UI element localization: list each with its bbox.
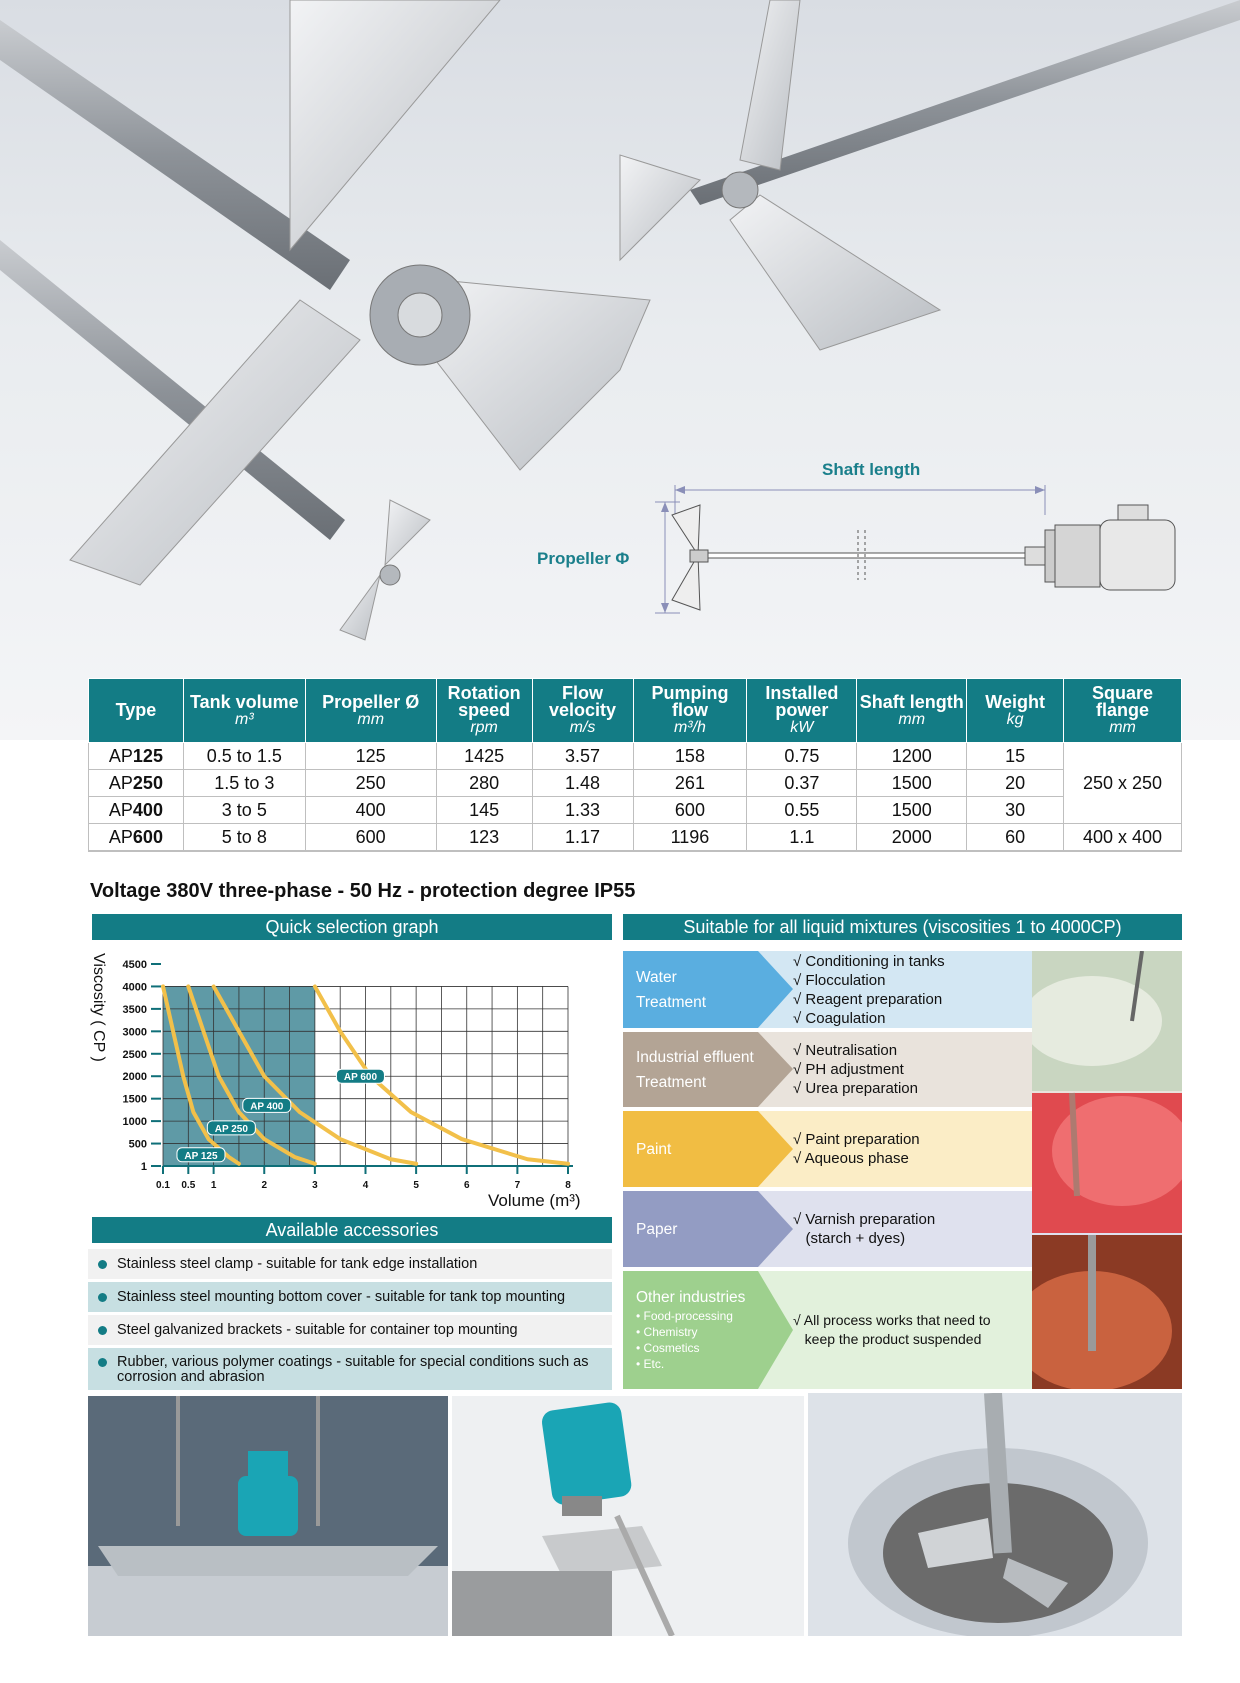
cell-weight: 30 [967,797,1064,824]
y-tick-label: 1000 [122,1116,147,1129]
mounting-bracket-photo [452,1396,804,1636]
table-row [89,770,1182,797]
y-tick-label: 3000 [122,1026,147,1039]
series-label: AP 600 [343,1072,378,1084]
cell-vel: 1.33 [532,797,633,824]
industry-paper: Paper √ Varnish preparation (starch + dyes) [623,1191,1182,1267]
bullet-icon [98,1293,107,1302]
header-type: Type [89,679,184,743]
cell-prop: 400 [305,797,436,824]
spec-table [88,678,1182,852]
y-tick-label: 4500 [122,959,147,971]
table-row [89,797,1182,824]
process-photos [1032,951,1182,1389]
y-tick-label: 2500 [122,1048,147,1061]
series-label: AP 250 [214,1123,248,1135]
table-row [89,743,1182,770]
x-axis-label: Volume (m³) [488,1191,581,1210]
cell-flange-small: 250 x 250 [1064,743,1182,824]
x-tick-label: 7 [514,1180,521,1191]
y-tick-label: 2000 [122,1071,147,1084]
propeller-photo [0,0,1240,740]
cell-prop: 125 [305,743,436,770]
industry-water: Water Treatment √ Conditioning in tanks √ Flocculation √ Reagent preparation √ Coagulation [623,951,1182,1028]
industry-effluent: Industrial effluent Treatment √ Neutralisation √ PH adjustment √ Urea preparation [623,1032,1182,1107]
y-axis-label: Viscosity ( CP ) [90,953,107,1062]
cell-rpm: 1425 [436,743,532,770]
industry-paint: Paint √ Paint preparation √ Aqueous phase [623,1111,1182,1187]
x-tick-label: 2 [261,1180,268,1191]
accessory-item: Stainless steel mounting bottom cover - suitable for tank top mounting [88,1282,612,1312]
cell-tank: 3 to 5 [183,797,305,824]
header-flow-velocity: Flow velocity m/s [532,679,633,743]
cell-vel: 1.17 [532,824,633,852]
cell-tank: 0.5 to 1.5 [183,743,305,770]
x-tick-label: 6 [463,1180,470,1191]
x-tick-label: 3 [312,1180,318,1191]
cell-tank: 5 to 8 [183,824,305,852]
bullet-icon [98,1326,107,1335]
accessories-header: Available accessories [92,1217,612,1243]
bullet-icon [98,1260,107,1269]
cell-shaft: 1500 [857,770,967,797]
cell-flow: 600 [633,797,747,824]
cell-rpm: 123 [436,824,532,852]
industry-other: Other industries • Food-processing • Chemistry • Cosmetics • Etc. √ All process works that need to keep the product suspended [623,1271,1182,1389]
accessory-item: Stainless steel clamp - suitable for tank edge installation [88,1249,612,1279]
x-tick-label: 1 [210,1180,217,1191]
graph-header: Quick selection graph [92,914,612,940]
cell-shaft: 2000 [857,824,967,852]
spec-header-row [89,679,1182,743]
cell-flow: 261 [633,770,747,797]
header-tank-volume: Tank volume m³ [183,679,305,743]
x-tick-label: 4 [362,1180,369,1191]
cell-rpm: 145 [436,797,532,824]
cell-shaft: 1200 [857,743,967,770]
cell-power: 0.75 [747,743,857,770]
header-weight: Weight kg [967,679,1064,743]
tank-opening-photo [808,1393,1182,1636]
voltage-line: Voltage 380V three-phase - 50 Hz - protection degree IP55 [90,880,636,902]
cell-tank: 1.5 to 3 [183,770,305,797]
x-tick-label: 0.1 [156,1180,170,1191]
cell-flange-large: 400 x 400 [1064,824,1182,852]
series-label: AP 400 [250,1101,284,1113]
cell-vel: 1.48 [532,770,633,797]
cell-flow: 1196 [633,824,747,852]
x-tick-label: 0.5 [181,1180,196,1191]
x-tick-label: 5 [413,1180,419,1191]
cell-prop: 250 [305,770,436,797]
header-propeller: Propeller Ø mm [305,679,436,743]
cell-power: 1.1 [747,824,857,852]
bullet-icon [98,1358,107,1367]
cell-type: AP600 [89,824,184,852]
table-row [89,824,1182,852]
blade-1 [290,0,500,250]
header-square-flange: Square flange mm [1064,679,1182,743]
cell-weight: 15 [967,743,1064,770]
cell-shaft: 1500 [857,797,967,824]
cell-weight: 20 [967,770,1064,797]
cell-power: 0.55 [747,797,857,824]
header-rotation-speed: Rotation speed rpm [436,679,532,743]
suitable-header: Suitable for all liquid mixtures (viscosities 1 to 4000CP) [623,914,1182,940]
accessory-item: Rubber, various polymer coatings - suitable for special conditions such as corrosion and abrasion [88,1348,612,1390]
hero-photo [0,0,1240,740]
cell-type: AP125 [89,743,184,770]
series-label: AP 125 [184,1150,218,1162]
y-tick-label: 1500 [122,1093,147,1106]
y-tick-label: 1 [140,1161,147,1173]
y-tick-label: 3500 [122,1003,147,1016]
agitator-dimension-diagram [630,475,1190,620]
header-shaft-length: Shaft length mm [857,679,967,743]
y-tick-label: 4000 [122,981,147,994]
cell-vel: 3.57 [532,743,633,770]
header-installed-power: Installed power kW [747,679,857,743]
cell-prop: 600 [305,824,436,852]
propeller-diameter-label: Propeller Φ [537,549,630,568]
header-pumping-flow: Pumping flow m³/h [633,679,747,743]
accessory-item: Steel galvanized brackets - suitable for container top mounting [88,1315,612,1345]
cell-rpm: 280 [436,770,532,797]
cell-weight: 60 [967,824,1064,852]
ibc-container-photo [88,1396,448,1636]
cell-power: 0.37 [747,770,857,797]
x-tick-label: 8 [565,1180,571,1191]
quick-selection-chart [88,948,618,1218]
cell-type: AP250 [89,770,184,797]
cell-type: AP400 [89,797,184,824]
shaft-length-label: Shaft length [822,460,921,479]
y-tick-label: 500 [128,1138,147,1151]
cell-flow: 158 [633,743,747,770]
